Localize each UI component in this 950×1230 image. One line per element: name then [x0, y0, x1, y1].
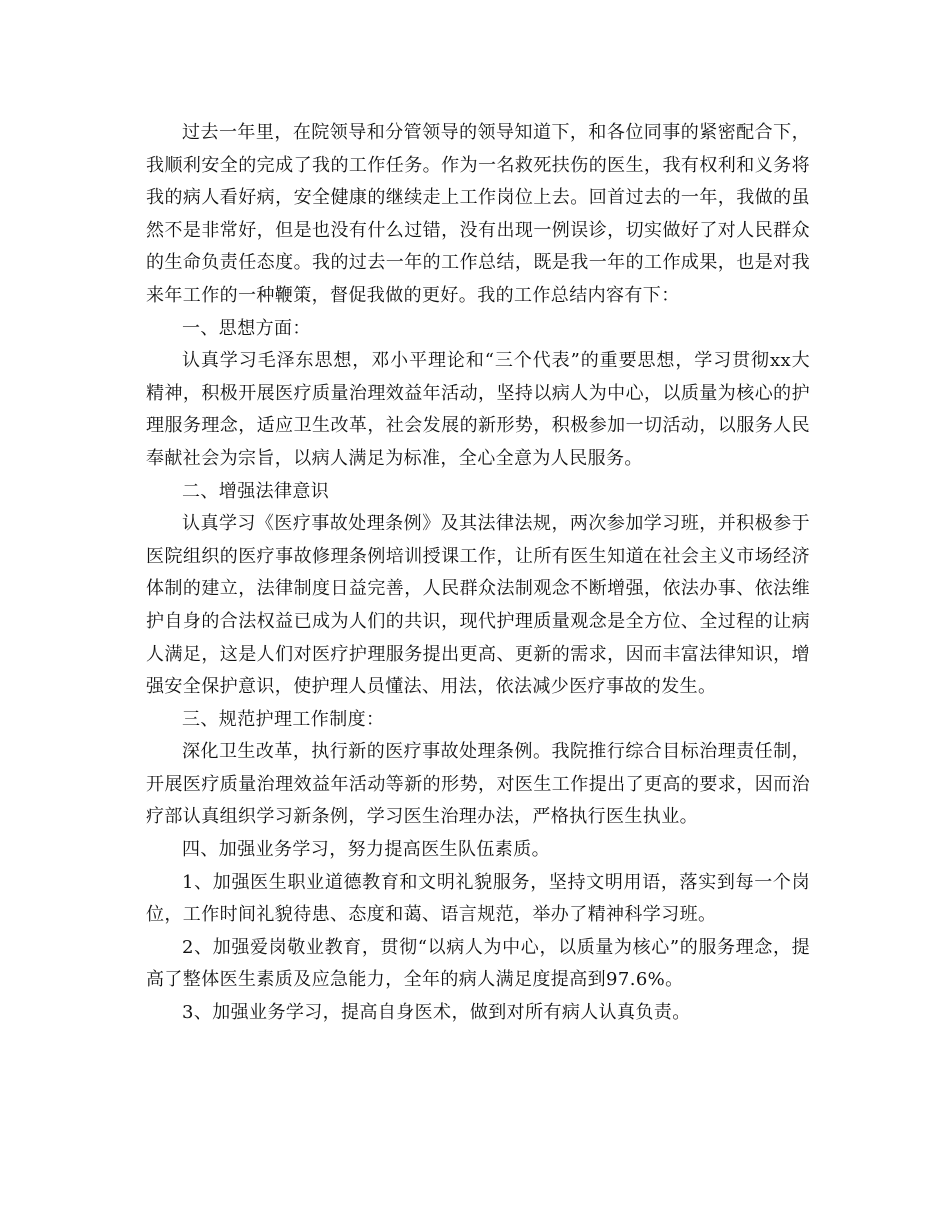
intro-paragraph: 过去一年里，在院领导和分管领导的领导知道下，和各位同事的紧密配合下，我顺利安全的完成了我的工作任务。作为一名救死扶伤的医生，我有权利和义务将我的病人看好病，安全健康的继续走上工作岗位上去。回首过去的一年，我做的虽然不是非常好，但是也没有什么过错，没有出现一例误诊，切实做好了对人民群众的生命负责任态度。我的过去一年的工作总结，既是我一年的工作成果，也是对我来年工作的一种鞭策，督促我做的更好。我的工作总结内容有下： [146, 122, 810, 306]
study-item-3: 3、加强业务学习，提高自身医术，做到对所有病人认真负责。 [182, 1002, 691, 1024]
study-item-2: 2、加强爱岗敬业教育，贯彻“以病人为中心，以质量为核心”的服务理念，提高了整体医生素质及应急能力，全年的病人满足度提高到97.6%。 [146, 936, 810, 991]
section-heading-nursing-system: 三、规范护理工作制度： [182, 708, 385, 730]
section-heading-law: 二、增强法律意识 [182, 480, 330, 502]
section-heading-thought: 一、思想方面： [182, 317, 311, 339]
law-paragraph: 认真学习《医疗事故处理条例》及其法律法规，两次参加学习班，并积极参于医院组织的医疗事故修理条例培训授课工作，让所有医生知道在社会主义市场经济体制的建立，法律制度日益完善，人民群众法制观念不断增强，依法办事、依法维护自身的合法权益已成为人们的共识，现代护理质量观念是全方位、全过程的让病人满足，这是人们对医疗护理服务提出更高、更新的需求，因而丰富法律知识，增强安全保护意识，使护理人员懂法、用法，依法减少医疗事故的发生。 [146, 513, 810, 698]
nursing-system-paragraph: 深化卫生改革，执行新的医疗事故处理条例。我院推行综合目标治理责任制，开展医疗质量治理效益年活动等新的形势，对医生工作提出了更高的要求，因而治疗部认真组织学习新条例，学习医生治理办法，严格执行医生执业。 [146, 741, 810, 828]
study-item-1: 1、加强医生职业道德教育和文明礼貌服务，坚持文明用语，落实到每一个岗位，工作时间礼貌待患、态度和蔼、语言规范，举办了精神科学习班。 [146, 871, 810, 926]
section-heading-study: 四、加强业务学习，努力提高医生队伍素质。 [182, 839, 550, 861]
document-page [146, 117, 810, 1030]
thought-paragraph: 认真学习毛泽东思想，邓小平理论和“三个代表”的重要思想，学习贯彻xx大精神，积极开展医疗质量治理效益年活动，坚持以病人为中心，以质量为核心的护理服务理念，适应卫生改革，社会发展的新形势，积极参加一切活动，以服务人民奉献社会为宗旨，以病人满足为标准，全心全意为人民服务。 [146, 350, 810, 469]
